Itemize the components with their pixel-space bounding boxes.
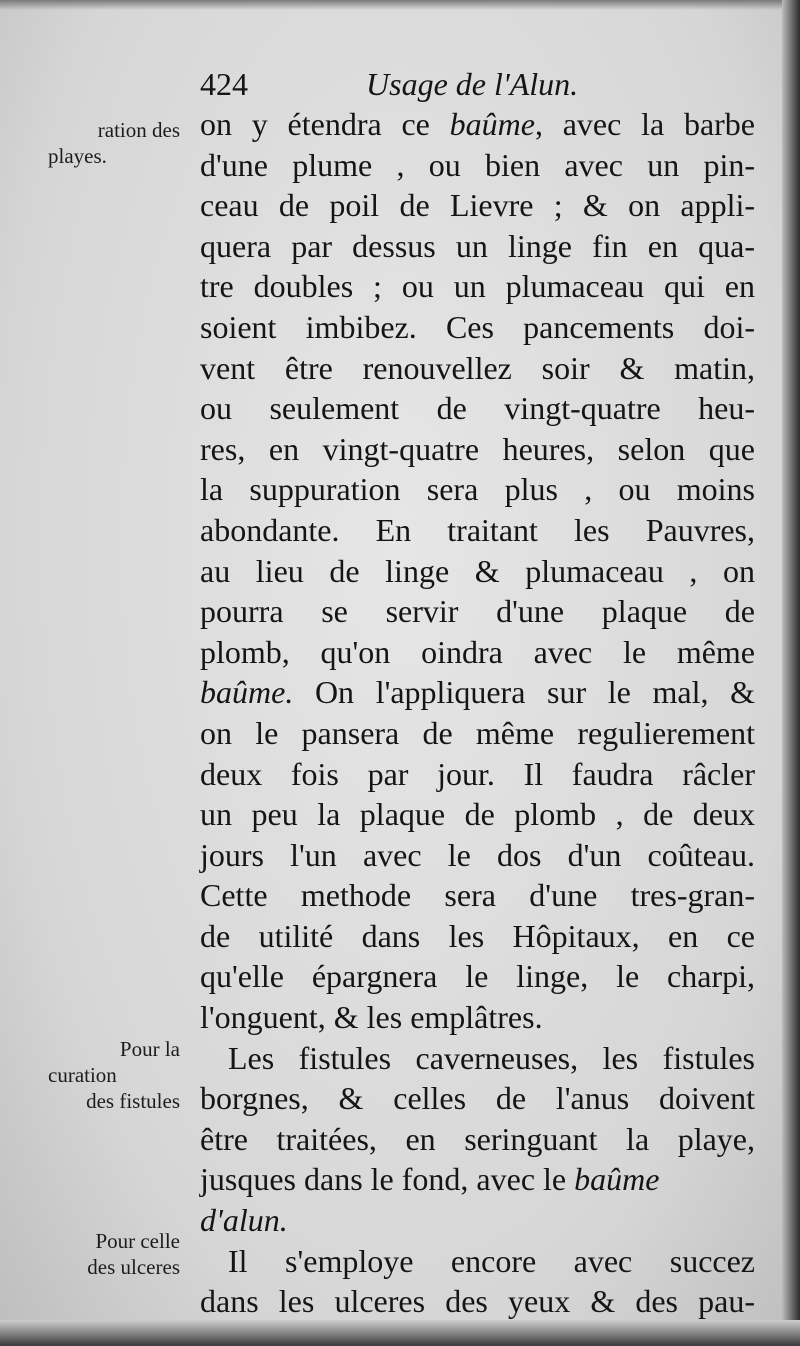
text-line bbox=[200, 1119, 755, 1160]
text-segment: Les fistules caverneuses, les fistules bbox=[228, 1039, 755, 1076]
text-segment: deux fois par jour. Il faudra râcler bbox=[200, 755, 755, 792]
margin-note-line: ration des bbox=[97, 118, 180, 142]
running-title: Usage de l'Alun. bbox=[366, 66, 579, 102]
page-bottom-shadow bbox=[0, 1320, 800, 1346]
text-line bbox=[200, 348, 755, 389]
text-line bbox=[200, 145, 755, 186]
text-line bbox=[200, 835, 755, 876]
text-segment: être traitées, en seringuant la playe, bbox=[200, 1120, 755, 1157]
page-header bbox=[200, 66, 760, 106]
margin-note-line: des fistules bbox=[86, 1089, 180, 1113]
text-segment: Il s'employe encore avec succez bbox=[228, 1242, 755, 1279]
text-segment: ceau de poil de Lievre ; & on appli- bbox=[200, 187, 755, 224]
text-segment: borgnes, & celles de l'anus doivent bbox=[200, 1080, 755, 1117]
text-segment: Cette methode sera d'une tres-gran- bbox=[200, 877, 755, 914]
text-line bbox=[200, 794, 755, 835]
margin-note-playes bbox=[30, 117, 180, 169]
text-line bbox=[200, 1038, 755, 1079]
text-line bbox=[200, 632, 755, 673]
margin-note-line: curation bbox=[48, 1063, 117, 1087]
margin-note-ulceres bbox=[30, 1228, 180, 1280]
text-line bbox=[200, 591, 755, 632]
text-segment: abondante. En traitant les Pauvres, bbox=[200, 511, 755, 548]
text-line bbox=[200, 185, 755, 226]
italic-term: d'alun. bbox=[200, 1202, 288, 1239]
text-segment: plomb, qu'on oindra avec le même bbox=[200, 633, 755, 670]
text-segment: jours l'un avec le dos d'un coûteau. bbox=[200, 836, 755, 873]
text-segment: On l'appliquera sur le mal, & bbox=[293, 674, 755, 711]
text-line bbox=[200, 672, 755, 713]
text-line bbox=[200, 1200, 755, 1241]
text-line bbox=[200, 388, 755, 429]
text-segment: res, en vingt-quatre heures, selon que bbox=[200, 430, 755, 467]
text-line bbox=[200, 469, 755, 510]
italic-term: baûme bbox=[449, 106, 535, 142]
text-segment: d'une plume , ou bien avec un pin- bbox=[200, 146, 755, 183]
margin-note-line: des ulceres bbox=[87, 1255, 180, 1279]
text-segment: quera par dessus un linge fin en qua- bbox=[200, 227, 755, 264]
text-line bbox=[200, 551, 755, 592]
text-line bbox=[200, 104, 755, 145]
text-line bbox=[200, 754, 755, 795]
text-line bbox=[200, 510, 755, 551]
text-segment: on le pansera de même regulierement bbox=[200, 714, 755, 751]
text-line bbox=[200, 916, 755, 957]
text-line bbox=[200, 875, 755, 916]
text-segment: l'onguent, & les emplâtres. bbox=[200, 999, 543, 1036]
text-segment: un peu la plaque de plomb , de deux bbox=[200, 796, 755, 833]
text-segment: vent être renouvellez soir & matin, bbox=[200, 349, 755, 386]
margin-note-line: playes. bbox=[48, 144, 107, 168]
page-right-shadow bbox=[782, 0, 800, 1346]
text-segment: jusques dans le fond, avec le bbox=[200, 1161, 575, 1198]
text-segment: tre doubles ; ou un plumaceau qui en bbox=[200, 268, 755, 305]
text-segment: la suppuration sera plus , ou moins bbox=[200, 471, 755, 508]
italic-term: baûme. bbox=[200, 674, 294, 711]
text-line bbox=[200, 266, 755, 307]
text-line bbox=[200, 1241, 755, 1282]
italic-term: baûme bbox=[574, 1161, 660, 1198]
text-line bbox=[200, 1078, 755, 1119]
text-segment: dans les ulceres des yeux & des pau- bbox=[200, 1283, 755, 1320]
text-line bbox=[200, 307, 755, 348]
text-segment: pourra se servir d'une plaque de bbox=[200, 593, 755, 630]
text-line bbox=[200, 1281, 755, 1322]
text-line bbox=[200, 429, 755, 470]
text-segment: au lieu de linge & plumaceau , on bbox=[200, 552, 755, 589]
page-top-shadow bbox=[0, 0, 800, 10]
text-line bbox=[200, 226, 755, 267]
text-line bbox=[200, 956, 755, 997]
text-line bbox=[200, 1159, 755, 1200]
margin-note-line: Pour celle bbox=[95, 1229, 180, 1253]
margin-note-line: Pour la bbox=[119, 1037, 180, 1061]
margin-note-fistules bbox=[30, 1036, 180, 1114]
text-segment: soient imbibez. Ces pancements doi- bbox=[200, 308, 755, 345]
body-text bbox=[200, 104, 755, 1322]
page-number: 424 bbox=[200, 66, 248, 102]
text-segment: de utilité dans les Hôpitaux, en ce bbox=[200, 917, 755, 954]
text-segment: , avec la barbe bbox=[534, 106, 755, 142]
text-segment: on y étendra ce bbox=[200, 106, 450, 142]
text-line bbox=[200, 997, 755, 1038]
text-segment: ou seulement de vingt-quatre heu- bbox=[200, 390, 755, 427]
text-line bbox=[200, 713, 755, 754]
text-segment: qu'elle épargnera le linge, le charpi, bbox=[200, 958, 755, 995]
